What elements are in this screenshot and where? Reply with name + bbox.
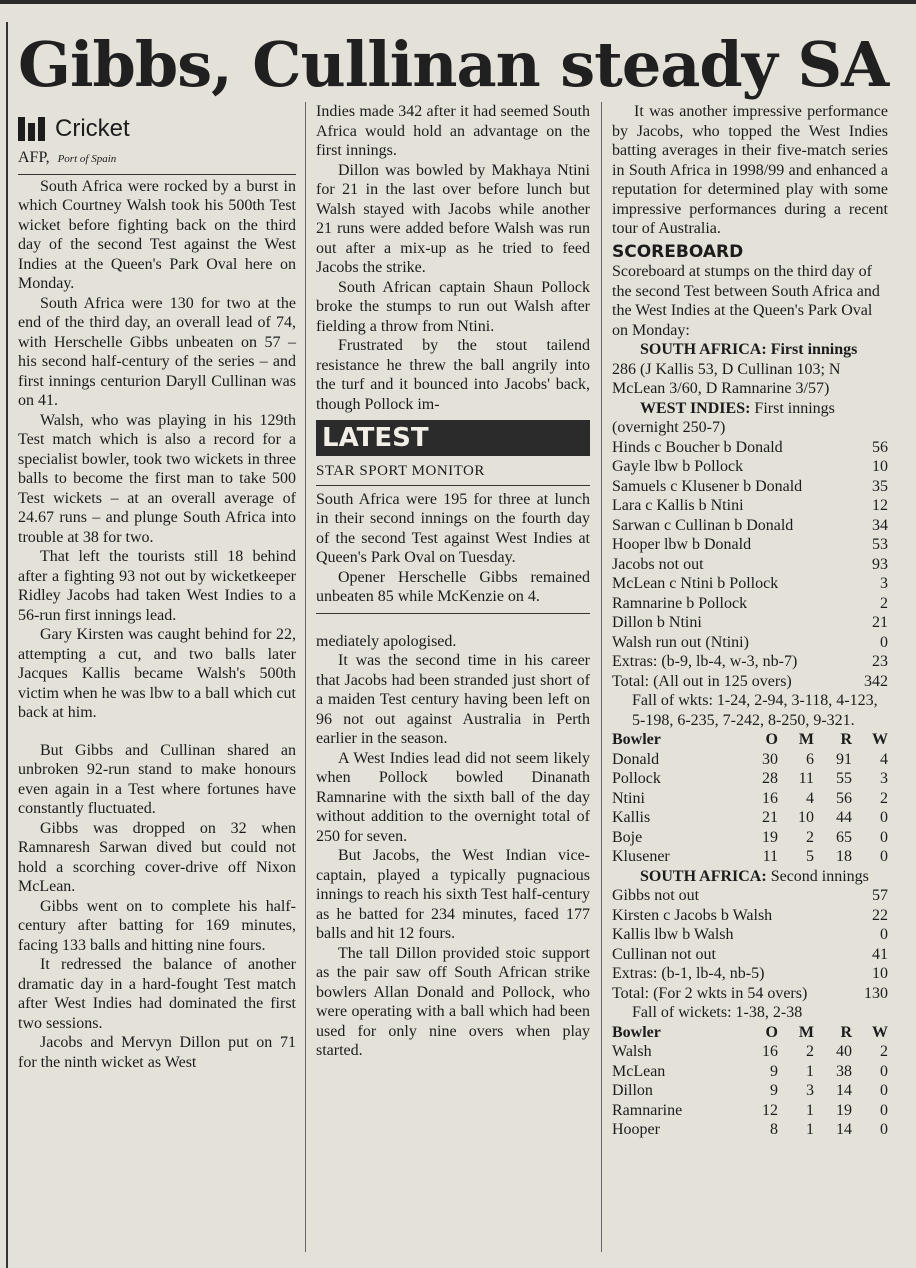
bowler-maidens: 1 [806, 1101, 814, 1119]
batsman-name: McLean c Ntini b Pollock [612, 575, 779, 592]
batsman-runs: 56 [872, 438, 888, 456]
batsman-name: Samuels c Klusener b Donald [612, 477, 803, 495]
bowler-wickets: 0 [880, 848, 888, 865]
bowler-runs: 91 [836, 750, 852, 768]
batting-row [612, 496, 888, 516]
body-paragraph: South Africa were rocked by a burst in which Courtney Walsh took his 500th Test wicket before fighting back on the third day of the second Test against the West Indies at the Queen's Park Oval here on Monday. [18, 177, 296, 292]
bowler-overs: 28 [762, 770, 778, 787]
batting-row [612, 477, 888, 497]
column-divider [305, 102, 306, 1252]
batsman-runs: 41 [872, 945, 888, 963]
bowling-header: O [765, 731, 778, 748]
bowling-header: O [765, 1023, 778, 1041]
bowler-name: Dillon [612, 1082, 653, 1099]
bowler-wickets: 2 [880, 789, 888, 807]
batsman-name: Ramnarine b Pollock [612, 594, 748, 612]
batting-row [612, 906, 888, 926]
batsman-runs: 35 [872, 477, 888, 495]
batsman-runs: 53 [872, 536, 888, 553]
batsman-runs: 12 [872, 497, 888, 514]
bowler-maidens: 4 [806, 789, 814, 807]
bowler-runs: 14 [836, 1082, 852, 1099]
batsman-name: Gibbs not out [612, 887, 700, 904]
bowler-overs: 9 [770, 1082, 778, 1099]
wi-overnight-note: (overnight 250-7) [612, 419, 726, 436]
bowler-overs: 19 [762, 828, 778, 846]
column-divider [601, 102, 602, 1252]
bowler-maidens: 2 [806, 1043, 814, 1060]
bowler-maidens: 11 [798, 770, 814, 787]
batsman-name: Total: (For 2 wkts in 54 overs) [612, 984, 808, 1002]
bowler-runs: 40 [836, 1043, 852, 1060]
bowling-header: R [840, 731, 852, 748]
body-paragraph: Dillon was bowled by Makhaya Ntini for 21 in the last over before lunch but Walsh stayed with Jacobs while another 21 runs were added before Walsh was run out after a mix-up as he tried to feed Jacobs the strike. [316, 161, 590, 276]
batting-row [612, 516, 888, 536]
latest-source: STAR SPORT MONITOR [316, 462, 590, 486]
scoreboard-intro: Scoreboard at stumps on the third day of the second Test between South Africa and the West Indies at the Queen's Park Oval on Monday: [612, 263, 880, 339]
sa-first-innings-heading: SOUTH AFRICA: First innings [640, 341, 858, 358]
body-paragraph: mediately apologised. [316, 632, 457, 650]
batting-row [612, 945, 888, 965]
batsman-name: Walsh run out (Ntini) [612, 633, 749, 651]
bowler-name: Hooper [612, 1121, 660, 1138]
batsman-name: Cullinan not out [612, 945, 716, 963]
bowler-maidens: 10 [798, 809, 814, 826]
body-paragraph: Indies made 342 after it had seemed South Africa would hold an advantage on the first innings. [316, 103, 590, 159]
batsman-runs: 342 [864, 672, 888, 690]
sa-batting-list [612, 886, 888, 1003]
section-kicker [18, 114, 296, 144]
body-paragraph: Frustrated by the stout tailend resistance he threw the ball angrily into the turf and it bounced into Jacobs' back, though Pollock im- [316, 337, 590, 413]
batting-row [612, 886, 888, 906]
column-3 [612, 102, 888, 1140]
batting-row [612, 672, 888, 692]
batsman-name: Kirsten c Jacobs b Walsh [612, 906, 773, 924]
bowling-header: W [872, 731, 888, 748]
batsman-runs: 93 [872, 555, 888, 573]
bowler-name: Boje [612, 828, 643, 846]
batsman-runs: 0 [880, 926, 888, 943]
bowler-wickets: 4 [880, 750, 888, 768]
batsman-name: Gayle lbw b Pollock [612, 458, 744, 475]
bowler-wickets: 0 [880, 1082, 888, 1099]
bowler-wickets: 0 [880, 1121, 888, 1138]
batsman-name: Total: (All out in 125 overs) [612, 672, 792, 690]
bowler-runs: 14 [836, 1121, 852, 1138]
body-paragraph: But Gibbs and Cullinan shared an unbroken 92-run stand to make honours even again in a Test where fortunes have constantly fluctuated. [18, 741, 296, 817]
bowling-header: M [798, 1023, 814, 1041]
batsman-runs: 21 [872, 614, 888, 631]
body-paragraph: A West Indies lead did not seem likely when Pollock bowled Dinanath Ramnarine with the sixth ball of the day without addition to the overnight total of 250 for seven. [316, 749, 590, 845]
batsman-runs: 10 [872, 965, 888, 982]
batting-row [612, 613, 888, 633]
body-paragraph: South African captain Shaun Pollock broke the stumps to run out Walsh after fielding a throw from Ntini. [316, 278, 590, 335]
body-paragraph: Walsh, who was playing in his 129th Test match which is also a record for a specialist bowler, took two wickets in three balls to become the first man to take 500 Test wickets – at an overall average of 24.67 runs – and plunge South Africa into trouble at 38 for two. [18, 411, 296, 546]
wi-batting-list [612, 438, 888, 692]
bowler-maidens: 3 [806, 1082, 814, 1099]
body-paragraph: Gibbs was dropped on 32 when Ramnaresh Sarwan dived but could not hold a scorching cover-drive off Nixon McLean. [18, 819, 296, 895]
top-rule [0, 0, 916, 4]
body-paragraph: It was the second time in his career that Jacobs had been stranded just short of a maiden Test century having been left on 96 not out against Australia in Perth earlier in the season. [316, 652, 590, 747]
bowler-wickets: 2 [880, 1043, 888, 1060]
bowling-header: Bowler [612, 731, 661, 748]
batting-row [612, 652, 888, 672]
wi-first-innings-heading: WEST INDIES: First innings [640, 399, 835, 417]
batsman-name: Hinds c Boucher b Donald [612, 438, 783, 456]
bowler-maidens: 2 [806, 828, 814, 846]
batting-row [612, 594, 888, 614]
column-2 [316, 102, 590, 1061]
body-paragraph: It redressed the balance of another dramatic day in a hard-fought Test match after West Indies had dominated the first two sessions. [18, 956, 296, 1032]
latest-heading: LATEST [316, 420, 590, 456]
bowler-runs: 19 [836, 1101, 852, 1119]
body-paragraph: Gary Kirsten was caught behind for 22, attempting a cut, and two balls later Jacques Kallis became Walsh's 500th victim when he was lbw to a ball which cut back at him. [18, 626, 296, 721]
batting-row [612, 984, 888, 1004]
bowling-header: W [872, 1023, 888, 1041]
bowler-name: Pollock [612, 770, 661, 787]
bowler-runs: 56 [836, 789, 852, 807]
bowler-name: Ramnarine [612, 1101, 683, 1119]
bowler-overs: 9 [770, 1062, 778, 1080]
sa-bowling-table [612, 730, 888, 867]
bowling-header: R [840, 1023, 852, 1041]
bowler-name: Ntini [612, 789, 645, 807]
latest-paragraph: South Africa were 195 for three at lunch in their second innings on the fourth day of the second Test against West Indies at Queen's Park Oval on Tuesday. [316, 490, 590, 566]
bowler-wickets: 0 [880, 828, 888, 846]
body-paragraph: That left the tourists still 18 behind after a fighting 93 not out by wicketkeeper Ridley Jacobs had taken West Indies to a 56-run first innings lead. [18, 548, 296, 624]
column-1 [18, 114, 296, 1072]
byline-city: Port of Spain [57, 153, 117, 165]
bowler-overs: 12 [762, 1101, 778, 1119]
scoreboard-title: SCOREBOARD [612, 241, 744, 262]
batsman-runs: 23 [872, 653, 888, 670]
batsman-name: Extras: (b-9, lb-4, w-3, nb-7) [612, 653, 798, 670]
bowler-maidens: 1 [806, 1121, 814, 1138]
byline [18, 148, 296, 175]
bowler-runs: 44 [836, 809, 852, 826]
bowler-wickets: 0 [880, 1062, 888, 1080]
body-paragraph: Jacobs and Mervyn Dillon put on 71 for the ninth wicket as West [18, 1034, 296, 1071]
bowler-name: Donald [612, 750, 660, 768]
body-paragraph: But Jacobs, the West Indian vice-captain, played a typically pugnacious innings to reach his sixth Test half-century as he batted for 234 minutes, faced 177 balls and hit 12 fours. [316, 847, 590, 942]
bowler-overs: 16 [762, 789, 778, 807]
batsman-runs: 57 [872, 887, 888, 904]
bowling-header: Bowler [612, 1023, 661, 1041]
batsman-name: Extras: (b-1, lb-4, nb-5) [612, 965, 765, 982]
body-paragraph: Gibbs went on to complete his half-century after batting for 169 minutes, facing 133 balls and hitting nine fours. [18, 897, 296, 954]
batsman-name: Jacobs not out [612, 555, 704, 573]
byline-agency: AFP, [18, 149, 50, 166]
batsman-name: Sarwan c Cullinan b Donald [612, 516, 794, 534]
batsman-name: Dillon b Ntini [612, 614, 702, 631]
bowling-header: M [798, 731, 814, 748]
bowler-name: McLean [612, 1062, 666, 1080]
wi-fall-of-wickets: Fall of wkts: 1-24, 2-94, 3-118, 4-123, 5-198, 6-235, 7-242, 8-250, 9-321. [632, 692, 878, 729]
headline: Gibbs, Cullinan steady SA [18, 28, 889, 101]
batsman-runs: 10 [872, 458, 888, 475]
batting-row [612, 555, 888, 575]
bowler-name: Klusener [612, 848, 670, 865]
body-paragraph: It was another impressive performance by Jacobs, who topped the West Indies batting averages in their five-match series in South Africa in 1998/99 and enhanced a reputation for determined play with some impressive performances during a recent tour of Australia. [612, 103, 888, 237]
bowler-maidens: 1 [806, 1062, 814, 1080]
batting-row [612, 633, 888, 653]
bowler-overs: 16 [762, 1043, 778, 1060]
section-label: Cricket [55, 115, 130, 143]
section-logo-icon [18, 117, 45, 141]
batsman-name: Lara c Kallis b Ntini [612, 497, 744, 514]
batsman-runs: 34 [872, 516, 888, 534]
bowler-overs: 11 [762, 848, 778, 865]
left-rule [6, 22, 8, 1268]
bowler-name: Walsh [612, 1043, 652, 1060]
batsman-runs: 22 [872, 906, 888, 924]
sa-fall-of-wickets: Fall of wickets: 1-38, 2-38 [632, 1004, 803, 1021]
bowler-wickets: 0 [880, 1101, 888, 1119]
sa-first-innings-summary: 286 (J Kallis 53, D Cullinan 103; N McLean 3/60, D Ramnarine 3/57) [612, 360, 841, 397]
bowler-runs: 18 [836, 848, 852, 865]
batting-row [612, 964, 888, 984]
sa-second-innings-heading: SOUTH AFRICA: Second innings [640, 867, 869, 885]
bowler-wickets: 0 [880, 809, 888, 826]
batting-row [612, 457, 888, 477]
latest-paragraph: Opener Herschelle Gibbs remained unbeaten 85 while McKenzie on 4. [316, 568, 590, 605]
batting-row [612, 535, 888, 555]
batting-row [612, 438, 888, 458]
bowler-runs: 65 [836, 828, 852, 846]
batting-row [612, 574, 888, 594]
batsman-runs: 0 [880, 633, 888, 651]
bowler-overs: 21 [762, 809, 778, 826]
latest-box [316, 420, 590, 614]
batsman-runs: 2 [880, 594, 888, 612]
batsman-runs: 130 [864, 984, 888, 1002]
wi-bowling-table [612, 1023, 888, 1140]
bowler-name: Kallis [612, 809, 651, 826]
bowler-runs: 55 [836, 770, 852, 787]
batting-row [612, 925, 888, 945]
bowler-overs: 8 [770, 1121, 778, 1138]
bowler-maidens: 6 [806, 750, 814, 768]
bowler-overs: 30 [762, 750, 778, 768]
batsman-name: Hooper lbw b Donald [612, 536, 752, 553]
bowler-maidens: 5 [806, 848, 814, 865]
body-paragraph: South Africa were 130 for two at the end of the third day, an overall lead of 74, with Herschelle Gibbs unbeaten on 57 – his second half-century of the series – and first innings centurion Daryll Cullinan was on 41. [18, 294, 296, 409]
batsman-runs: 3 [880, 575, 888, 592]
bowler-wickets: 3 [880, 770, 888, 787]
batsman-name: Kallis lbw b Walsh [612, 926, 734, 943]
bowler-runs: 38 [836, 1062, 852, 1080]
body-paragraph: The tall Dillon provided stoic support as the pair saw off South African strike bowlers Allan Donald and Pollock, who were operating with a ball which had been used for only nine overs when play started. [316, 944, 590, 1059]
